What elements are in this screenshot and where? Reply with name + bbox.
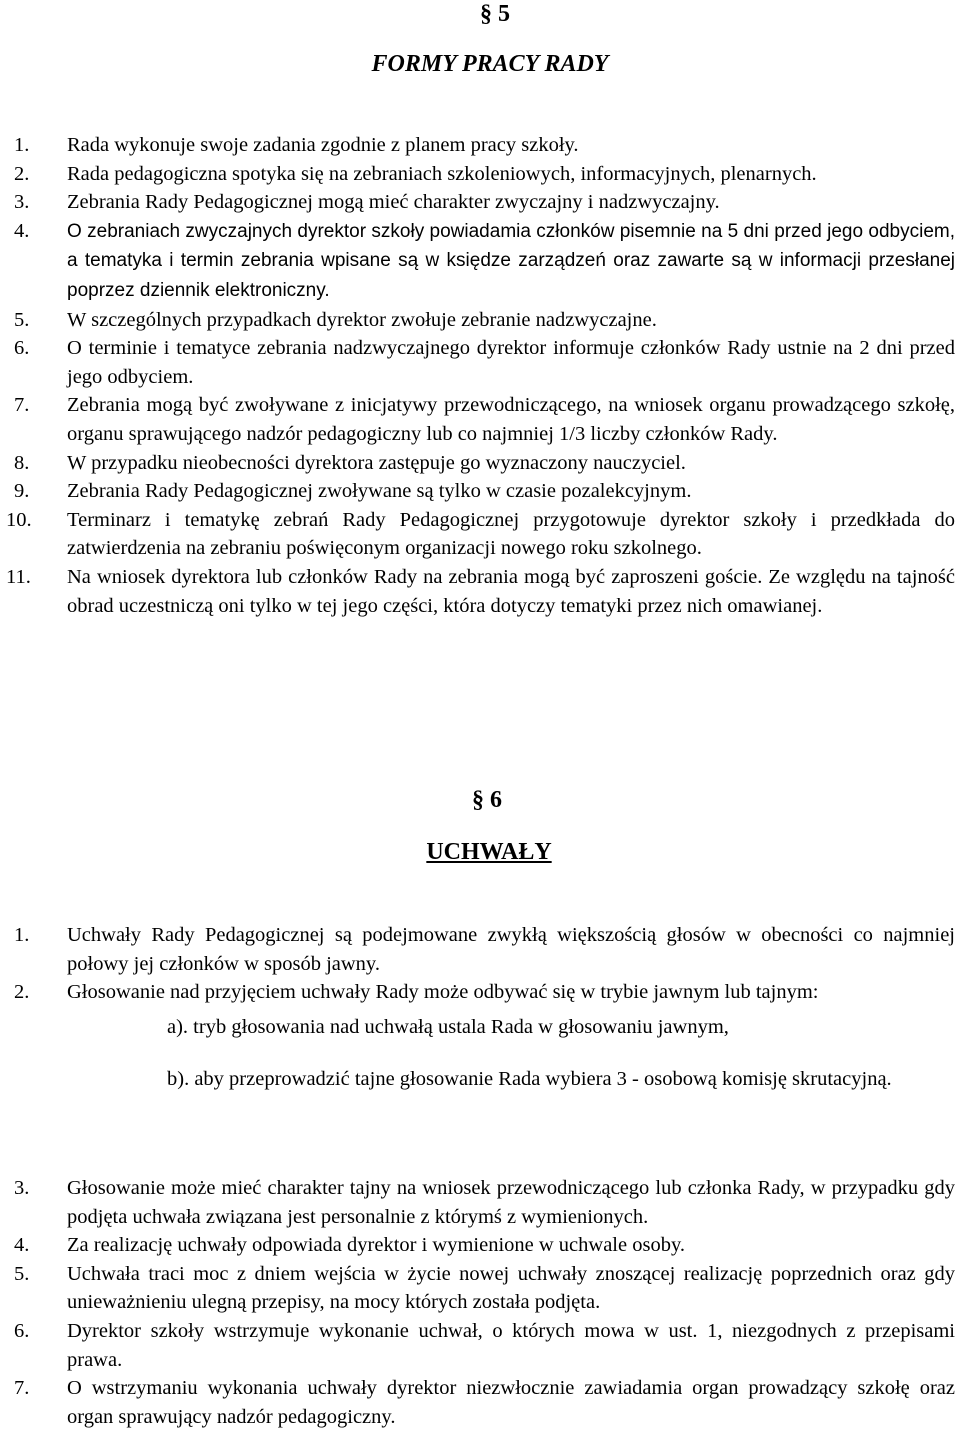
item-number: 4. xyxy=(14,1234,30,1257)
item-number: 7. xyxy=(14,394,30,417)
item-text: Uchwały Rady Pedagogicznej są podejmowane zwykłą większością głosów w obecności co najmniej połowy jej członków w sposób jawny. xyxy=(67,924,955,975)
list-item xyxy=(0,1174,960,1231)
list-item xyxy=(0,160,960,189)
list-item xyxy=(0,217,960,306)
item-text: O wstrzymaniu wykonania uchwały dyrektor niezwłocznie zawiadamia organ prowadzący szkołę oraz organ sprawujący nadzór pedagogiczny. xyxy=(67,1377,955,1428)
list-item xyxy=(0,978,960,1096)
item-number: 6. xyxy=(14,1319,30,1342)
item-text: Zebrania Rady Pedagogicznej zwoływane są tylko w czasie pozalekcyjnym. xyxy=(67,480,692,503)
list-item xyxy=(0,506,960,563)
list-item xyxy=(0,1260,960,1317)
item-number: 3. xyxy=(14,1177,30,1199)
item-text: O zebraniach zwyczajnych dyrektor szkoły powiadamia członków pisemnie na 5 dni przed jego odbyciem, a tematyka i termin zebrania wpisane są w księdze zarządzeń oraz zawarte są w informacji przesłanej poprzez dziennik elektroniczny. xyxy=(67,220,955,301)
item-number: 3. xyxy=(14,191,30,214)
item-number: 11. xyxy=(6,565,31,588)
list-item xyxy=(0,563,960,620)
item-number: 2. xyxy=(14,981,30,1004)
item-text: Głosowanie może mieć charakter tajny na wniosek przewodniczącego lub członka Rady, w przypadku gdy podjęta uchwała związana jest personalnie z którymś z wymienionych. xyxy=(67,1177,955,1228)
sub-item-text: a). tryb głosowania nad uchwałą ustala Rada w głosowaniu jawnym, xyxy=(167,1015,729,1038)
item-number: 4. xyxy=(14,219,30,242)
item-text: Zebrania Rady Pedagogicznej mogą mieć charakter zwyczajny i nadzwyczajny. xyxy=(67,191,720,214)
item-number: 2. xyxy=(14,162,30,185)
item-text: Dyrektor szkoły wstrzymuje wykonanie uchwał, o których mowa w ust. 1, niezgodnych z przepisami prawa. xyxy=(67,1319,955,1371)
sub-item-b xyxy=(167,1063,955,1096)
item-text: Rada wykonuje swoje zadania zgodnie z planem pracy szkoły. xyxy=(67,134,579,156)
item-number: 5. xyxy=(14,308,30,331)
item-number: 6. xyxy=(14,337,30,360)
item-text: Za realizację uchwały odpowiada dyrektor i wymienione w uchwale osoby. xyxy=(67,1234,686,1257)
item-text: O terminie i tematyce zebrania nadzwyczajnego dyrektor informuje członków Rady ustnie na 2 dni przed jego odbyciem. xyxy=(67,337,955,388)
item-text: Zebrania mogą być zwoływane z inicjatywy przewodniczącego, na wniosek organu prowadzącego szkołę, organu sprawującego nadzór pedagogiczny lub co najmniej 1/3 liczby członków Rady. xyxy=(67,394,955,445)
sub-item-text: b). aby przeprowadzić tajne głosowanie Rada wybiera 3 - osobową komisję skrutacyjną. xyxy=(167,1068,892,1091)
item-text: W szczególnych przypadkach dyrektor zwołuje zebranie nadzwyczajne. xyxy=(67,308,657,331)
item-text: Głosowanie nad przyjęciem uchwały Rady może odbywać się w trybie jawnym lub tajnym: xyxy=(67,981,819,1004)
sub-item-a xyxy=(167,1013,955,1042)
list-item xyxy=(0,391,960,448)
section-6-list-continued xyxy=(0,1174,960,1431)
list-item xyxy=(0,921,960,978)
section-6-number: § 6 xyxy=(472,787,502,813)
item-number: 1. xyxy=(14,134,30,156)
section-5-list xyxy=(0,131,960,620)
list-item xyxy=(0,1231,960,1260)
section-5-title: FORMY PRACY RADY xyxy=(371,51,609,77)
section-6-list xyxy=(0,921,960,1096)
item-text: Uchwała traci moc z dniem wejścia w życie nowej uchwały znoszącej realizację poprzednich oraz gdy unieważnieniu ulegną przepisy, na mocy których została podjęta. xyxy=(67,1262,955,1314)
item-number: 10. xyxy=(6,508,32,531)
item-number: 7. xyxy=(14,1377,30,1400)
list-item xyxy=(0,306,960,335)
list-item xyxy=(0,1317,960,1374)
list-item xyxy=(0,131,960,160)
list-item xyxy=(0,477,960,506)
list-item xyxy=(0,449,960,478)
item-number: 9. xyxy=(14,480,30,503)
section-5-number: § 5 xyxy=(480,1,510,27)
item-number: 8. xyxy=(14,451,30,474)
item-text: Rada pedagogiczna spotyka się na zebraniach szkoleniowych, informacyjnych, plenarnych. xyxy=(67,162,817,185)
item-text: Terminarz i tematykę zebrań Rady Pedagogicznej przygotowuje dyrektor szkoły i przedkłada do zatwierdzenia na zebraniu poświęconym organizacji nowego roku szkolnego. xyxy=(67,508,955,560)
section-6-title: UCHWAŁY xyxy=(426,839,552,865)
item-number: 5. xyxy=(14,1262,30,1285)
item-number: 1. xyxy=(14,924,30,946)
list-item xyxy=(0,1374,960,1431)
item-text: W przypadku nieobecności dyrektora zastępuje go wyznaczony nauczyciel. xyxy=(67,451,686,474)
list-item xyxy=(0,188,960,217)
item-text: Na wniosek dyrektora lub członków Rady na zebrania mogą być zaproszeni goście. Ze względu na tajność obrad uczestniczą oni tylko w tej jego części, która dotyczy tematyki przez nich omawianej. xyxy=(67,565,955,617)
list-item xyxy=(0,334,960,391)
